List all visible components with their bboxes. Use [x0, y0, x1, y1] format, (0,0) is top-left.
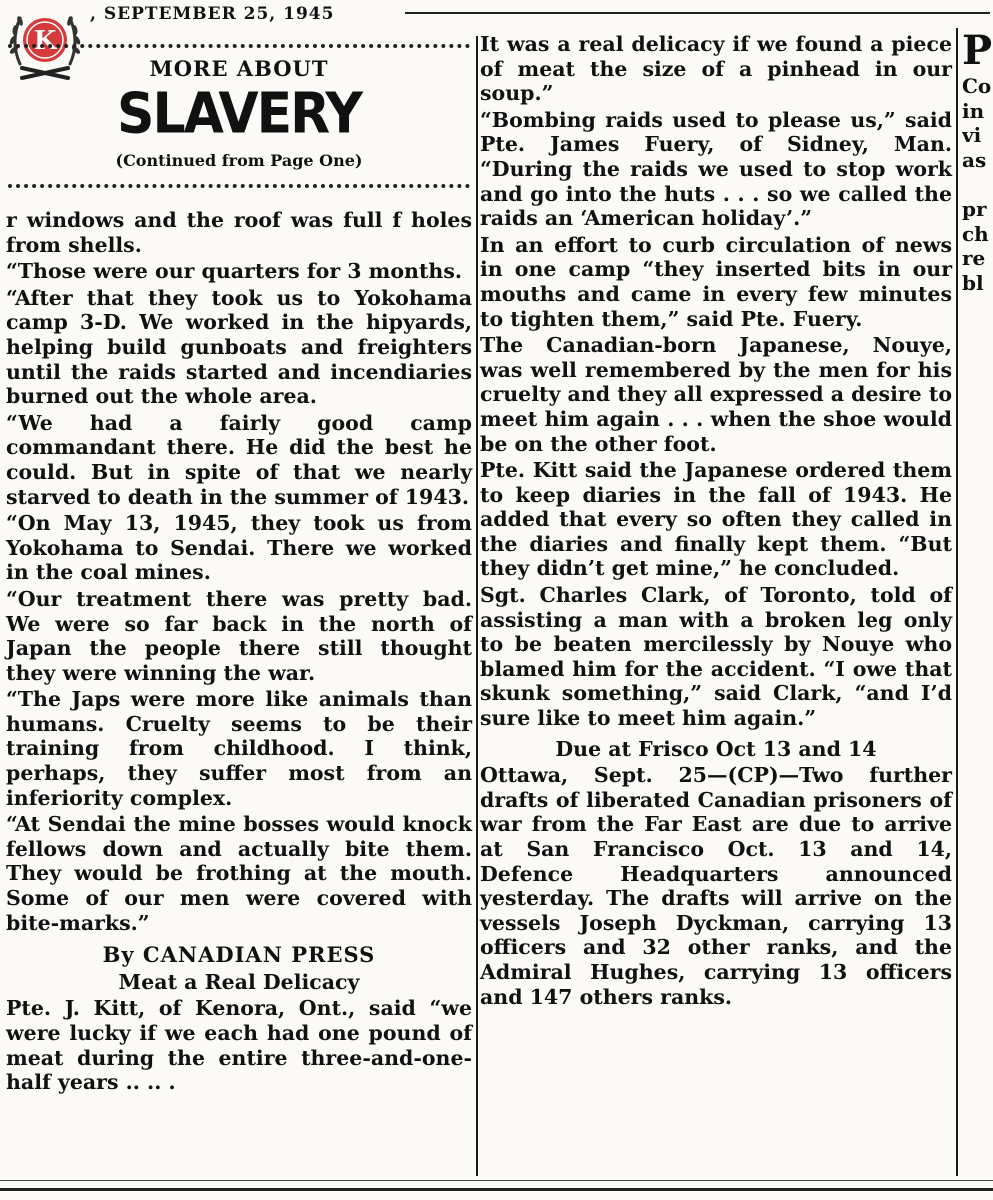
- fragment-line: re: [962, 246, 986, 271]
- article-column-2: [480, 32, 952, 1009]
- byline: By CANADIAN PRESS: [102, 942, 376, 968]
- column-rule-1: [476, 36, 478, 1176]
- paragraph: “At Sendai the mine bosses would knock fellows down and actually bite them. They would be frothing at the mouth. Some of our men were covered with bite-marks.”: [6, 812, 472, 935]
- paragraph: “Those were our quarters for 3 months.: [6, 259, 462, 284]
- paragraph: Ottawa, Sept. 25—(CP)—Two further drafts of liberated Canadian prisoners of war from the Far East are due to arrive at San Francisco Oct. 13 and 14, Defence Headquarters announced yesterday. The drafts will arrive on the vessels Joseph Dyckman, carrying 13 officers and 32 other ranks, and the Admiral Hughes, carrying 13 officers and 147 others ranks.: [480, 763, 952, 1009]
- paragraph: “On May 13, 1945, they took us from Yokohama to Sendai. There we worked in the coal mines.: [6, 511, 472, 585]
- fragment-line: [962, 172, 992, 197]
- headline-bottom-border: [8, 184, 470, 188]
- article-column-1: [6, 208, 472, 1095]
- paragraph: Pte. Kitt said the Japanese ordered them to keep diaries in the fall of 1943. He added that every so often they called in the diaries and finally kept them. “But they didn’t get mine,” he concluded.: [480, 458, 952, 581]
- fragment-line: as: [962, 147, 987, 172]
- subheading-due-at-frisco: Due at Frisco Oct 13 and 14: [555, 736, 877, 761]
- paragraph: “We had a fairly good camp commandant there. He did the best he could. But in spite of that we nearly starved to death in the summer of 1943.: [6, 410, 472, 509]
- paragraph: “Bombing raids used to please us,” said Pte. James Fuery, of Sidney, Man. “During the raids we used to stop work and go into the huts . . . so we called the raids an ‘American holiday’.”: [480, 107, 952, 231]
- subheading-meat-delicacy: Meat a Real Delicacy: [118, 969, 360, 994]
- dateline-rule: [405, 12, 990, 14]
- fragment-line: in: [962, 98, 985, 123]
- paragraph: r windows and the roof was full f holes from shells.: [6, 208, 472, 257]
- fragment-line: pr: [962, 196, 987, 221]
- paragraph: It was a real delicacy if we found a piece of meat the size of a pinhead in our soup.”: [480, 32, 952, 106]
- column-rule-2: [956, 28, 958, 1176]
- continued-note: (Continued from Page One): [115, 151, 363, 170]
- headline-title: SLAVERY: [117, 81, 361, 147]
- paragraph: “After that they took us to Yokohama camp 3-D. We worked in the hipyards, helping build gunboats and freighters until the raids started and incendiaries burned out the whole area.: [6, 285, 472, 409]
- fragment-line: ch: [962, 221, 989, 246]
- fragment-cap: P: [962, 28, 992, 74]
- bottom-rule: [0, 1188, 993, 1191]
- dateline: , SEPTEMBER 25, 1945: [90, 4, 335, 24]
- paragraph: Pte. J. Kitt, of Kenora, Ont., said “we were lucky if we each had one pound of meat during the entire three-and-one-half years .. .. .: [6, 996, 472, 1095]
- paragraph: “The Japs were more like animals than humans. Cruelty seems to be their training from childhood. I think, perhaps, they suffer most from an inferiority complex.: [6, 687, 472, 810]
- headline-top-border: [8, 44, 470, 48]
- fragment-line: Co: [962, 74, 992, 98]
- paragraph: “Our treatment there was pretty bad. We were so far back in the north of Japan the people there still thought they were winning the war.: [6, 586, 472, 685]
- logo-letter: K: [33, 26, 57, 56]
- paragraph: In an effort to curb circulation of news in one camp “they inserted bits in our mouths and came in every few minutes to tighten them,” said Pte. Fuery.: [480, 232, 952, 331]
- paragraph: The Canadian-born Japanese, Nouye, was well remembered by the men for his cruelty and they all expressed a desire to meet him again . . . when the shoe would be on the other foot.: [480, 333, 952, 456]
- adjacent-column-fragment: [962, 28, 992, 295]
- bottom-rule-thin: [0, 1180, 993, 1181]
- fragment-line: vi: [962, 123, 982, 148]
- headline-kicker: MORE ABOUT: [149, 56, 329, 81]
- paragraph: Sgt. Charles Clark, of Toronto, told of assisting a man with a broken leg only to be beaten mercilessly by Nouye who blamed him for the accident. “I owe that skunk something,” said Clark, “and I’d sure like to meet him again.”: [480, 583, 952, 731]
- fragment-line: bl: [962, 270, 984, 295]
- headline-block: [8, 38, 470, 194]
